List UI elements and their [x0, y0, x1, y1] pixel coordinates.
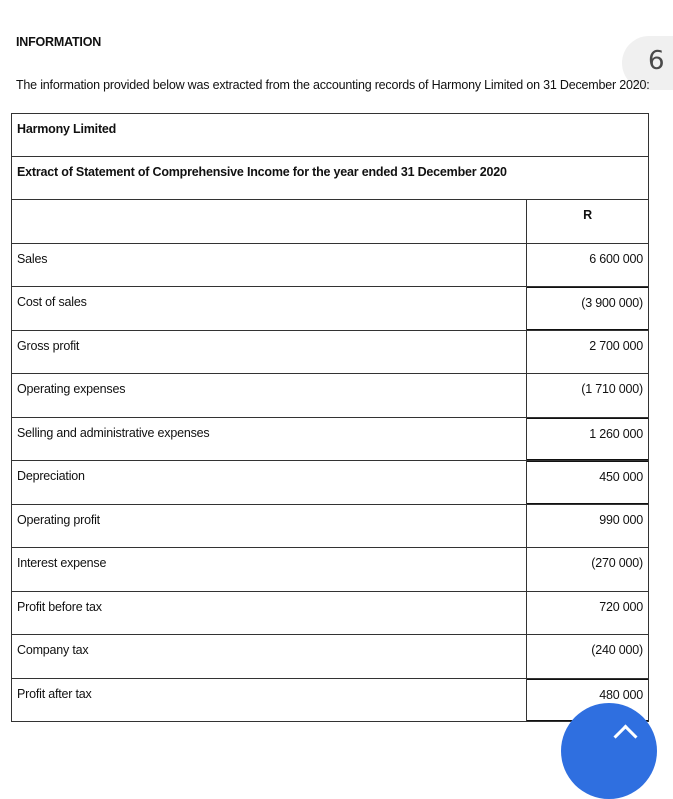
- table-row: [12, 548, 648, 592]
- row-label: Operating profit: [12, 505, 527, 548]
- statement-title-row: [12, 157, 648, 200]
- section-heading: INFORMATION: [16, 35, 102, 49]
- table-row: [12, 287, 648, 331]
- table-row: [12, 418, 648, 462]
- table-row: [12, 505, 648, 549]
- row-label: Selling and administrative expenses: [12, 418, 527, 461]
- row-label: Gross profit: [12, 331, 527, 374]
- table-row: [12, 461, 648, 505]
- page-number: 6: [648, 46, 665, 76]
- row-label: Operating expenses: [12, 374, 527, 417]
- table-row: [12, 635, 648, 679]
- row-amount: 2 700 000: [589, 338, 643, 353]
- row-amount: 1 260 000: [527, 418, 648, 461]
- row-label: Depreciation: [12, 461, 527, 504]
- table-row: [12, 592, 648, 636]
- row-label: Sales: [12, 244, 527, 287]
- row-amount: 990 000: [599, 512, 643, 527]
- row-amount: 450 000: [527, 461, 648, 504]
- statement-title: Extract of Statement of Comprehensive Income for the year ended 31 December 2020: [17, 165, 507, 179]
- row-amount: (240 000): [591, 643, 643, 657]
- table-row: [12, 244, 648, 288]
- intro-text: The information provided below was extracted from the accounting records of Harmony Limited on 31 December 2020:: [16, 78, 650, 92]
- row-amount: (1 710 000): [581, 382, 643, 396]
- row-amount: 480 000: [527, 679, 648, 722]
- company-name: Harmony Limited: [17, 122, 117, 136]
- table-row: [12, 679, 648, 723]
- row-label: Cost of sales: [12, 287, 527, 330]
- table-row: [12, 331, 648, 375]
- row-label: Interest expense: [12, 548, 527, 591]
- header-label-cell: [12, 200, 527, 243]
- row-amount: (3 900 000): [527, 287, 648, 330]
- row-amount: 720 000: [599, 599, 643, 614]
- row-label: Profit before tax: [12, 592, 527, 635]
- row-amount: (270 000): [591, 556, 643, 570]
- row-amount: 6 600 000: [589, 251, 643, 266]
- row-label: Company tax: [12, 635, 527, 678]
- currency-header: R: [583, 208, 592, 222]
- income-statement-table: [11, 113, 649, 722]
- company-row: [12, 114, 648, 157]
- table-header-row: [12, 200, 648, 244]
- table-row: [12, 374, 648, 418]
- floating-action-button[interactable]: [561, 703, 657, 799]
- row-label: Profit after tax: [12, 679, 527, 722]
